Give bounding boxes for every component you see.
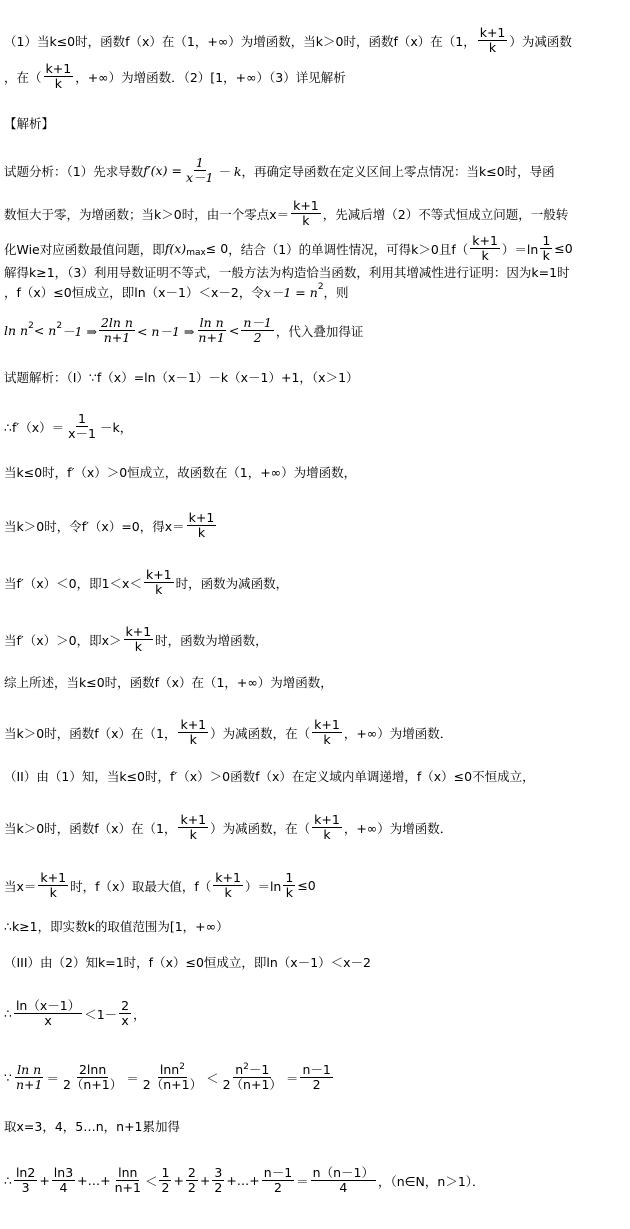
numerator: ln2: [15, 1165, 36, 1180]
solution-line-10: [4, 813, 626, 843]
fraction: [119, 999, 131, 1029]
math-expr: +: [173, 1173, 184, 1189]
numerator: 1: [195, 155, 204, 170]
fraction: [66, 412, 98, 442]
solution-text: ∵: [4, 1070, 12, 1086]
math-expr: ＝: [126, 1070, 139, 1086]
fraction: [14, 999, 82, 1029]
solution-text: 当k＞0时，令f′（x）=0，得x＝: [4, 518, 185, 534]
math-expr: < n: [33, 323, 57, 339]
denominator: k: [189, 732, 197, 748]
solution-line-17: [4, 1166, 626, 1196]
numerator: 1: [285, 870, 294, 885]
numerator: 2lnn: [78, 1062, 107, 1077]
answer-line-2: [4, 62, 626, 92]
analysis-line-6: [4, 316, 626, 346]
math-expr: ≤ 0: [205, 241, 229, 257]
fraction: [470, 234, 500, 264]
solution-line-3: 当k≤0时，f′（x）＞0恒成立，故函数在（1，+∞）为增函数，: [4, 465, 357, 480]
math-expr: +…+: [226, 1173, 260, 1189]
math-expr: +: [199, 1173, 211, 1189]
solution-line-5: [4, 568, 626, 598]
numerator: k+1: [293, 198, 319, 213]
fraction: [187, 511, 217, 541]
answer-text: （1）当k≤0时，函数f（x）在（1，+∞）为增函数，当k＞0时，函数f（x）在（1，: [4, 33, 476, 49]
math-expr: f′(x) =: [143, 163, 182, 179]
denominator: 2: [161, 1180, 170, 1196]
fraction: [540, 234, 552, 264]
fraction: [124, 625, 154, 655]
denominator: k: [488, 40, 497, 56]
analysis-line-2: [4, 199, 626, 229]
solution-text: 时，f（x）取最大值，f（: [70, 878, 212, 894]
numerator: 3: [214, 1165, 223, 1180]
math-expr: x－1 = n: [263, 285, 318, 300]
solution-text: 当k＞0时，函数f（x）在（1，: [4, 725, 177, 741]
analysis-text: ）＝ln: [501, 241, 539, 257]
solution-text: ）＝ln: [244, 878, 282, 894]
denominator: 2: [187, 1180, 196, 1196]
denominator: k: [542, 248, 550, 264]
analysis-text: ，代入叠加得证: [275, 323, 364, 339]
denominator: 2: [253, 330, 262, 346]
answer-text: ，在（: [4, 69, 42, 85]
denominator: 2（n+1）: [222, 1077, 282, 1093]
fraction: [212, 1166, 224, 1196]
denominator: k: [224, 885, 232, 901]
solution-line-4: [4, 511, 626, 541]
denominator: x: [44, 1013, 52, 1029]
denominator: 4: [59, 1180, 68, 1196]
denominator: n+1: [198, 330, 225, 346]
analysis-text: 试题分析：（1）先求导数: [4, 163, 144, 179]
solution-line-12: ∴k≥1，即实数k的取值范围为[1，+∞）: [4, 919, 229, 934]
numerator: k+1: [145, 567, 172, 582]
fraction: [262, 1166, 294, 1196]
analysis-line-1: [4, 156, 626, 186]
solution-line-13: （III）由（2）知k=1时，f（x）≤0恒成立，即ln（x－1）＜x－2: [4, 955, 371, 970]
superscript: 2: [243, 1062, 249, 1072]
solution-text: 当x＝: [4, 878, 37, 894]
fraction: [178, 813, 208, 843]
solution-text: ∴: [4, 1006, 12, 1022]
analysis-line-4: 解得k≥1，（3）利用导数证明不等式，一般方法为构造恰当函数，利用其增减性进行证明：因为k=1时: [4, 265, 570, 280]
denominator: k: [134, 639, 142, 655]
fraction: [312, 718, 342, 748]
solution-text: ）为减函数，在（: [210, 725, 311, 741]
numerator: 2: [187, 1165, 196, 1180]
solution-line-16: 取x=3，4，5…n，n+1累加得: [4, 1119, 181, 1134]
solution-text: －k，: [99, 419, 133, 435]
analysis-text: 数恒大于零，为增函数；当k＞0时，由一个零点x＝: [4, 206, 290, 222]
solution-text: ，（n∈N，n＞1）．: [377, 1173, 485, 1189]
numerator-text: －1: [248, 1062, 270, 1077]
analysis-text: ，再确定导函数在定义区间上零点情况：当k≤0时，导函: [241, 163, 555, 179]
denominator: 3: [21, 1180, 30, 1196]
solution-text: ∴: [4, 1173, 12, 1189]
fraction: [283, 871, 295, 901]
solution-line-9: （II）由（1）知，当k≤0时，f′（x）＞0函数f（x）在定义域内单调递增，f（x）≤0不恒成立，: [4, 769, 535, 784]
denominator: 2（n+1）: [142, 1077, 203, 1093]
math-expr: +…+: [77, 1173, 111, 1189]
denominator: 2: [214, 1180, 223, 1196]
numerator: 1: [161, 1165, 170, 1180]
analysis-text: ，先减后增（2）不等式恒成立问题，一般转: [322, 206, 569, 222]
math-expr: ＝: [296, 1173, 309, 1189]
numerator: k+1: [314, 812, 340, 827]
math-expr: ＜: [144, 1173, 158, 1189]
numerator: ln n: [17, 1062, 42, 1077]
solution-line-11: [4, 871, 626, 901]
denominator: k: [481, 248, 489, 264]
answer-text: ）为减函数: [509, 33, 572, 49]
numerator: ln3: [53, 1165, 74, 1180]
numerator: k+1: [180, 812, 207, 827]
solution-text: ∴f′（x）＝: [4, 419, 65, 435]
math-expr: ln n: [4, 323, 29, 339]
solution-text: ，: [133, 1006, 146, 1022]
analysis-text: ，结合（1）的单调性情况，可得k＞0且f（: [228, 241, 469, 257]
denominator: n+1: [114, 1180, 141, 1196]
fraction: [141, 1063, 204, 1093]
math-expr: － k: [217, 163, 242, 179]
fraction: [311, 1166, 376, 1196]
answer-text: ，+∞）为增函数．（2）[1，+∞）（3）详见解析: [75, 69, 346, 85]
fraction: [44, 62, 74, 92]
denominator: k: [54, 76, 62, 92]
numerator: 1: [542, 233, 551, 248]
fraction: [159, 1166, 171, 1196]
fraction: [178, 718, 208, 748]
superscript: 2: [317, 282, 324, 292]
analysis-text: ，则: [323, 285, 349, 300]
numerator: lnn: [118, 1165, 138, 1180]
analysis-line-3: [4, 234, 626, 264]
numerator: n（n－1）: [312, 1165, 374, 1180]
numerator: k+1: [45, 61, 72, 76]
denominator: x－1: [68, 426, 96, 442]
solution-line-6: [4, 625, 626, 655]
denominator: k: [189, 827, 197, 843]
superscript: 2: [28, 320, 34, 331]
fraction: [113, 1166, 143, 1196]
math-expr: +: [39, 1173, 50, 1189]
analysis-text: ，f（x）≤0恒成立，即ln（x－1）＜x－2，令: [4, 285, 264, 300]
fraction: [196, 316, 226, 346]
denominator: k: [323, 732, 331, 748]
denominator: x－1: [185, 170, 214, 186]
denominator: n+1: [103, 330, 131, 346]
subscript: max: [186, 247, 206, 258]
numerator: 1: [78, 411, 86, 426]
section-title: 【解析】: [4, 116, 55, 131]
numerator: n－1: [302, 1062, 331, 1077]
fraction: [221, 1063, 284, 1093]
fraction: [38, 871, 68, 901]
analysis-text: 化Wie对应函数最值问题，即: [4, 241, 165, 257]
math-expr: < n－1 ⇒: [136, 323, 195, 339]
numerator: 2ln n: [100, 315, 133, 330]
numerator: k+1: [472, 233, 498, 248]
denominator: k: [323, 827, 331, 843]
denominator: x: [121, 1013, 129, 1029]
math-expr: ＝: [46, 1070, 59, 1086]
denominator: k: [285, 885, 293, 901]
fraction: [186, 1166, 198, 1196]
numerator: ln（x－1）: [15, 998, 81, 1013]
solution-text: ，+∞）为增函数．: [343, 820, 453, 836]
fraction: [478, 26, 508, 56]
denominator: k: [49, 885, 57, 901]
fraction: [52, 1166, 75, 1196]
fraction: [184, 156, 216, 186]
numerator: k+1: [479, 25, 506, 40]
numerator: k+1: [188, 510, 215, 525]
numerator: k+1: [125, 624, 152, 639]
denominator: n+1: [15, 1077, 43, 1093]
denominator: k: [302, 213, 310, 229]
denominator: 2（n+1）: [62, 1077, 123, 1093]
fraction: [14, 1166, 37, 1196]
fraction: [14, 1063, 44, 1093]
numerator: 2: [121, 998, 130, 1013]
numerator: ln n: [199, 315, 224, 330]
superscript: 2: [179, 1062, 185, 1072]
denominator: 4: [339, 1180, 348, 1196]
fraction: [213, 871, 243, 901]
fraction: [312, 813, 342, 843]
solution-text: 时，函数为增函数，: [155, 632, 268, 648]
fraction: [61, 1063, 124, 1093]
answer-line-1: [4, 26, 626, 56]
solution-line-14: [4, 999, 626, 1029]
math-expr: －1 ⇒: [62, 323, 97, 339]
fraction: [99, 316, 135, 346]
numerator: k+1: [180, 717, 207, 732]
solution-text: 时，函数为减函数，: [175, 575, 289, 591]
solution-text: 当f′（x）＞0，即x＞: [4, 632, 122, 648]
fraction: [144, 568, 174, 598]
analysis-text: ≤0: [554, 241, 573, 257]
fraction: [300, 1063, 332, 1093]
solution-text: ）为减函数，在（: [210, 820, 311, 836]
solution-line-1: 试题解析：（I）∵f（x）=ln（x－1）－k（x－1）+1，（x＞1）: [4, 370, 359, 385]
numerator: k+1: [215, 870, 241, 885]
denominator: 2: [312, 1077, 321, 1093]
denominator: 2: [273, 1180, 282, 1196]
solution-line-7: 综上所述，当k≤0时，函数f（x）在（1，+∞）为增函数，: [4, 675, 333, 690]
math-expr: ＝: [285, 1070, 299, 1086]
superscript: 2: [56, 320, 63, 331]
fraction: [291, 199, 321, 229]
numerator-text: lnn: [159, 1062, 180, 1077]
solution-text: ≤0: [297, 878, 316, 894]
solution-line-15: [4, 1063, 626, 1093]
numerator-text: n: [235, 1062, 244, 1077]
analysis-line-5: [4, 283, 626, 301]
numerator: k+1: [314, 717, 340, 732]
fraction: [241, 316, 274, 346]
math-expr: f(x): [164, 241, 187, 257]
numerator: n－1: [263, 1165, 293, 1180]
solution-text: 当f′（x）＜0，即1＜x＜: [4, 575, 142, 591]
numerator: n－1: [243, 315, 272, 330]
solution-line-8: [4, 718, 626, 748]
solution-line-2: [4, 412, 626, 442]
numerator: k+1: [40, 870, 67, 885]
solution-text: ＜1－: [84, 1006, 118, 1022]
math-expr: <: [228, 323, 240, 339]
denominator: k: [155, 582, 163, 598]
solution-text: ，+∞）为增函数．: [343, 725, 453, 741]
denominator: k: [197, 525, 206, 541]
math-expr: ＜: [206, 1070, 219, 1086]
solution-text: 当k＞0时，函数f（x）在（1，: [4, 820, 177, 836]
